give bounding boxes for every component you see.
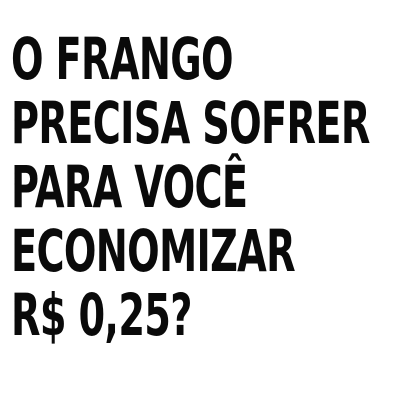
headline-line-4: ECONOMIZAR <box>11 217 295 285</box>
headline-line-2: PRECISA SOFRER <box>11 89 370 157</box>
headline-line-1: O FRANGO <box>11 25 233 93</box>
headline-line-5: R$ 0,25? <box>11 281 192 349</box>
headline-line-3: PARA VOCÊ <box>11 153 248 221</box>
headline <box>11 27 400 347</box>
